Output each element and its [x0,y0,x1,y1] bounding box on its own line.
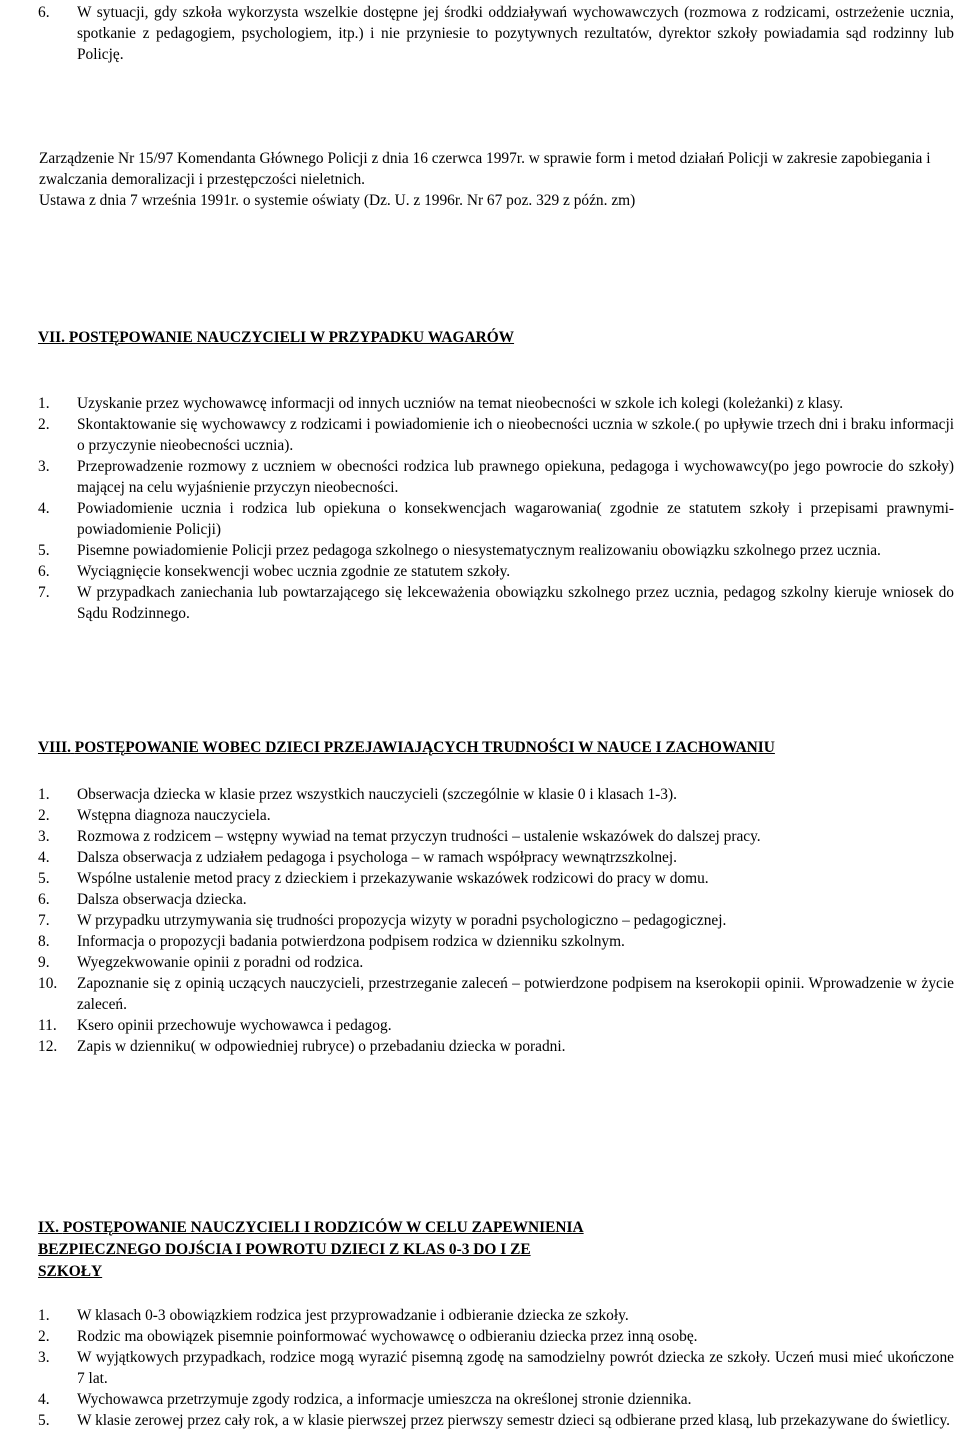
list-item [0,931,960,952]
list-item [0,1347,960,1389]
item-text: Pisemne powiadomienie Policji przez pedagoga szkolnego o niesystematycznym realizowaniu obowiązku szkolnego przez ucznia. [77,542,881,559]
list-item [0,826,960,847]
list-item [0,1305,960,1326]
list-item [0,1410,960,1431]
section-heading-ix [38,1217,584,1283]
item-number: 11. [38,1017,57,1034]
list-item [0,868,960,889]
list-item [0,456,960,498]
list-item [0,847,960,868]
item-text: Przeprowadzenie rozmowy z uczniem w obecności rodzica lub prawnego opiekuna, pedagoga i wychowawcy(po jego powrocie do szkoły) mającej na celu wyjaśnienie przyczyn nieobecności. [77,458,954,496]
list-item [0,1389,960,1410]
item-number: 1. [38,786,50,803]
section-title-line: SZKOŁY [38,1263,103,1280]
item-number: 3. [38,828,50,845]
item-number: 3. [38,458,50,475]
item-text: Obserwacja dziecka w klasie przez wszystkich nauczycieli (szczególnie w klasie 0 i klasach 1-3). [77,786,677,803]
item-text: Dalsza obserwacja dziecka. [77,891,247,908]
section-number: IX. [38,1219,59,1236]
item-number: 4. [38,849,50,866]
item-number: 5. [38,542,50,559]
item-text: Wstępna diagnoza nauczyciela. [77,807,271,824]
list-item [0,784,960,805]
list-item [0,952,960,973]
item-text: Zapoznanie się z opinią uczących nauczycieli, przestrzeganie zaleceń – potwierdzone podpisem na kserokopii opinii. Wprowadzenie w życie zaleceń. [77,975,954,1013]
item-text: Wychowawca przetrzymuje zgody rodzica, a informacje umieszcza na określonej stronie dziennika. [77,1391,692,1408]
section-title-line: BEZPIECZNEGO DOJŚCIA I POWROTU DZIECI Z KLAS 0-3 DO I ZE [38,1241,531,1258]
item-text: Rozmowa z rodzicem – wstępny wywiad na temat przyczyn trudności – ustalenie wskazówek do dalszej pracy. [77,828,761,845]
item-number: 6. [38,4,50,21]
item-text: W klasach 0-3 obowiązkiem rodzica jest przyprowadzanie i odbieranie dziecka ze szkoły. [77,1307,629,1324]
item-number: 2. [38,416,50,433]
item-text: Dalsza obserwacja z udziałem pedagoga i psychologa – w ramach współpracy wewnątrzszkolnej. [77,849,678,866]
list-item [0,498,960,540]
reference-line: Ustawa z dnia 7 września 1991r. o systemie oświaty (Dz. U. z 1996r. Nr 67 poz. 329 z późn. zm) [39,192,636,209]
item-text: Skontaktowanie się wychowawcy z rodzicami i powiadomienie ich o nieobecności ucznia w szkole.( po upływie trzech dni i braku informacji o przyczynie nieobecności ucznia). [77,416,954,454]
section-title: POSTĘPOWANIE NAUCZYCIELI W PRZYPADKU WAGARÓW [68,329,515,346]
item-text: Wspólne ustalenie metod pracy z dzieckiem i przekazywanie wskazówek rodzicowi do pracy w domu. [77,870,709,887]
item-number: 7. [38,912,50,929]
item-number: 12. [38,1038,58,1055]
item-text: W przypadkach zaniechania lub powtarzającego się lekceważenia obowiązku szkolnego przez ucznia, pedagog szkolny kieruje wniosek do Sądu Rodzinnego. [77,584,954,622]
reference-line: Zarządzenie Nr 15/97 Komendanta Głównego Policji z dnia 16 czerwca 1997r. w sprawie form i metod działań Policji w zakresie zapobiegania i zwalczania demoralizacji i przestępczości nieletnich. [39,150,931,188]
list-item [0,1036,960,1057]
item-number: 7. [38,584,50,601]
section-ix-list [0,1305,960,1431]
item-number: 5. [38,1412,50,1429]
section-viii-list [0,784,960,1057]
list-item [0,540,960,561]
item-number: 6. [38,563,50,580]
item-number: 3. [38,1349,50,1366]
list-item [0,414,960,456]
item-number: 6. [38,891,50,908]
item-text: Wyciągnięcie konsekwencji wobec ucznia zgodnie ze statutem szkoły. [77,563,511,580]
list-item [0,1015,960,1036]
item-number: 1. [38,395,50,412]
section-vii-list [0,393,960,624]
item-text: Wyegzekwowanie opinii z poradni od rodzica. [77,954,364,971]
item-number: 9. [38,954,50,971]
section-title: POSTĘPOWANIE WOBEC DZIECI PRZEJAWIAJĄCYCH TRUDNOŚCI W NAUCE I ZACHOWANIU [74,739,775,756]
section-number: VII. [38,329,65,346]
item-number: 4. [38,500,50,517]
section-title-line: POSTĘPOWANIE NAUCZYCIELI I RODZICÓW W CELU ZAPEWNIENIA [62,1219,584,1236]
top-list [0,2,960,65]
item-text: Powiadomienie ucznia i rodzica lub opiekuna o konsekwencjach wagarowania( zgodnie ze statutem szkoły i przepisami prawnymi-powiadomienie Policji) [77,500,954,538]
list-item [0,805,960,826]
item-number: 1. [38,1307,50,1324]
section-heading-viii [38,737,775,759]
item-text: Zapis w dzienniku( w odpowiedniej rubryce) o przebadaniu dziecka w poradni. [77,1038,566,1055]
item-number: 8. [38,933,50,950]
legal-references [39,148,954,211]
item-number: 2. [38,807,50,824]
item-text: W klasie zerowej przez cały rok, a w klasie pierwszej przez pierwszy semestr dzieci są odbierane przed klasą, lub przekazywane do świetlicy. [77,1412,951,1429]
list-item [0,889,960,910]
item-text: Rodzic ma obowiązek pisemnie poinformować wychowawcę o odbieraniu dziecka przez inną osobę. [77,1328,698,1345]
list-item [0,582,960,624]
item-text: W przypadku utrzymywania się trudności propozycja wizyty w poradni psychologiczno – pedagogicznej. [77,912,727,929]
list-item [0,561,960,582]
item-number: 4. [38,1391,50,1408]
item-text: W wyjątkowych przypadkach, rodzice mogą wyrazić pisemną zgodę na samodzielny powrót dziecka ze szkoły. Uczeń musi mieć ukończone 7 lat. [77,1349,954,1387]
list-item [0,393,960,414]
item-text: W sytuacji, gdy szkoła wykorzysta wszelkie dostępne jej środki oddziaływań wychowawczych (rozmowa z rodzicami, ostrzeżenie ucznia, spotkanie z pedagogiem, psychologiem, itp.) i nie przyniesie to pozytywnych rezultatów, dyrektor szkoły powiadamia sąd rodzinny lub Policję. [77,4,954,63]
list-item [0,910,960,931]
item-number: 10. [38,975,58,992]
item-number: 2. [38,1328,50,1345]
section-heading-vii [38,327,514,349]
item-text: Uzyskanie przez wychowawcę informacji od innych uczniów na temat nieobecności w szkole ich kolegi (koleżanki) z klasy. [77,395,844,412]
section-number: VIII. [38,739,71,756]
item-text: Informacja o propozycji badania potwierdzona podpisem rodzica w dzienniku szkolnym. [77,933,625,950]
list-item [0,1326,960,1347]
item-number: 5. [38,870,50,887]
item-text: Ksero opinii przechowuje wychowawca i pedagog. [77,1017,392,1034]
list-item [0,973,960,1015]
list-item [0,2,960,65]
